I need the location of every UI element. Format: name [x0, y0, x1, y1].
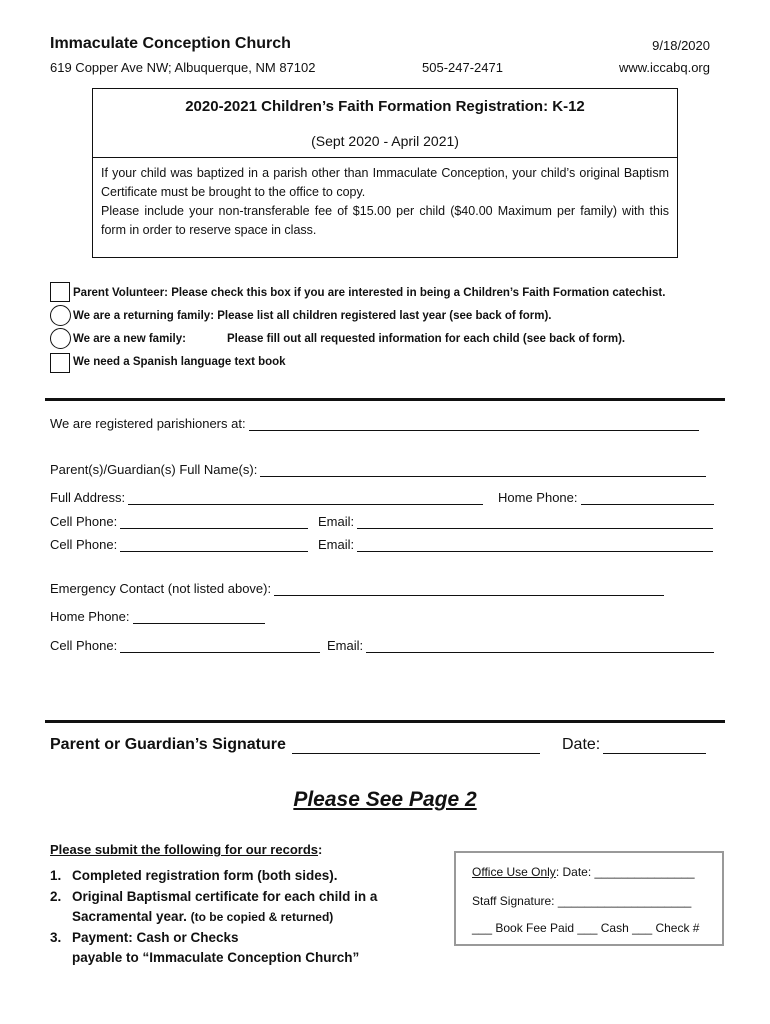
records-list	[50, 866, 377, 969]
full-address-label: Full Address:	[50, 490, 126, 505]
records-item-3-cont	[50, 948, 377, 969]
returning-family-radio[interactable]	[50, 305, 71, 326]
emergency-cell-phone-field[interactable]	[50, 638, 320, 653]
office-use-heading: Office Use Only	[472, 865, 556, 879]
cell-phone-1-field[interactable]	[50, 514, 308, 529]
emergency-contact-line[interactable]	[274, 583, 664, 596]
form-subtitle: (Sept 2020 - April 2021)	[311, 133, 459, 149]
records-item-3-text-2: payable to “Immaculate Conception Church”	[72, 950, 360, 965]
title-box	[92, 88, 678, 258]
emergency-email-label: Email:	[327, 638, 364, 653]
cell-phone-2-label: Cell Phone:	[50, 537, 118, 552]
church-phone: 505-247-2471	[422, 60, 503, 75]
records-item-3-num: 3.	[50, 929, 62, 945]
full-address-field[interactable]	[50, 490, 483, 505]
records-item-3-text: Payment: Cash or Checks	[72, 929, 239, 945]
records-item-2-cont	[50, 907, 377, 928]
records-item-2	[50, 887, 377, 908]
email-2-field[interactable]	[318, 537, 713, 552]
spanish-book-checkbox[interactable]	[50, 353, 70, 373]
registered-parish-label: We are registered parishioners at:	[50, 416, 246, 431]
parent-names-line[interactable]	[260, 464, 706, 477]
form-date: 9/18/2020	[652, 38, 710, 53]
home-phone-line[interactable]	[581, 492, 714, 505]
registered-parish-field[interactable]	[50, 416, 699, 431]
fee-note: Please include your non-transferable fee of $15.00 per child ($40.00 Maximum per family) with this form in order to reserve space in class.	[101, 204, 669, 237]
records-item-1	[50, 866, 377, 887]
cell-phone-1-label: Cell Phone:	[50, 514, 118, 529]
signature-date-label: Date:	[562, 736, 601, 753]
email-2-line[interactable]	[357, 539, 713, 552]
email-1-field[interactable]	[318, 514, 713, 529]
records-item-3	[50, 928, 377, 949]
church-name: Immaculate Conception Church	[50, 35, 291, 52]
signature-date-line[interactable]	[603, 741, 706, 754]
records-item-2-text-2: Sacramental year.	[72, 909, 187, 924]
form-title: 2020-2021 Children’s Faith Formation Registration: K-12	[185, 98, 585, 115]
section-divider	[45, 398, 725, 401]
parent-volunteer-checkbox[interactable]	[50, 282, 70, 302]
new-family-label: We are a new family:	[73, 333, 186, 345]
emergency-cell-phone-line[interactable]	[120, 640, 320, 653]
parent-names-field[interactable]	[50, 462, 706, 477]
church-address: 619 Copper Ave NW; Albuquerque, NM 87102	[50, 60, 316, 75]
emergency-cell-phone-label: Cell Phone:	[50, 638, 118, 653]
office-use-date	[472, 865, 695, 879]
emergency-contact-field[interactable]	[50, 581, 664, 596]
records-heading-text: Please submit the following for our records	[50, 842, 318, 857]
returning-family-label: We are a returning family: Please list all children registered last year (see back of form).	[73, 310, 552, 322]
see-page-2-notice: Please See Page 2	[293, 788, 477, 811]
emergency-contact-label: Emergency Contact (not listed above):	[50, 581, 272, 596]
church-website: www.iccabq.org	[618, 60, 710, 75]
email-1-label: Email:	[318, 514, 355, 529]
spanish-book-label: We need a Spanish language text book	[73, 356, 286, 368]
signature-divider	[45, 720, 725, 723]
signature-line[interactable]	[292, 741, 540, 754]
records-heading	[50, 842, 322, 857]
home-phone-field[interactable]	[498, 490, 714, 505]
registered-parish-line[interactable]	[249, 418, 699, 431]
parent-names-label: Parent(s)/Guardian(s) Full Name(s):	[50, 462, 258, 477]
instructions-box	[93, 157, 677, 257]
records-item-2-num: 2.	[50, 888, 62, 904]
emergency-email-line[interactable]	[366, 640, 714, 653]
emergency-home-phone-line[interactable]	[133, 611, 265, 624]
records-item-1-text: Completed registration form (both sides).	[72, 868, 338, 883]
cell-phone-1-line[interactable]	[120, 516, 308, 529]
records-item-2-text: Original Baptismal certificate for each child in a	[72, 888, 378, 904]
new-family-radio[interactable]	[50, 328, 71, 349]
office-use-date-label: : Date: _______________	[555, 865, 695, 879]
cell-phone-2-line[interactable]	[120, 539, 308, 552]
home-phone-label: Home Phone:	[498, 490, 578, 505]
office-staff-signature: Staff Signature: ____________________	[472, 894, 692, 908]
records-item-1-num: 1.	[50, 868, 62, 883]
signature-date-field[interactable]	[562, 736, 706, 754]
signature-label: Parent or Guardian’s Signature	[50, 736, 286, 753]
cell-phone-2-field[interactable]	[50, 537, 308, 552]
email-1-line[interactable]	[357, 516, 713, 529]
new-family-instruction: Please fill out all requested information for each child (see back of form).	[227, 333, 626, 345]
emergency-email-field[interactable]	[327, 638, 714, 653]
records-item-2-note: (to be copied & returned)	[190, 910, 334, 924]
office-fee-line: ___ Book Fee Paid ___ Cash ___ Check #	[472, 921, 700, 935]
parent-volunteer-label: Parent Volunteer: Please check this box if you are interested in being a Children’s Faith Formation catechist.	[73, 287, 666, 299]
signature-field[interactable]	[50, 736, 540, 754]
office-use-box	[454, 851, 724, 946]
baptism-note: If your child was baptized in a parish other than Immaculate Conception, your child’s original Baptism Certificate must be brought to the office to copy.	[101, 166, 669, 199]
emergency-home-phone-label: Home Phone:	[50, 609, 130, 624]
full-address-line[interactable]	[128, 492, 483, 505]
records-heading-colon: :	[318, 842, 323, 857]
emergency-home-phone-field[interactable]	[50, 609, 265, 624]
email-2-label: Email:	[318, 537, 355, 552]
